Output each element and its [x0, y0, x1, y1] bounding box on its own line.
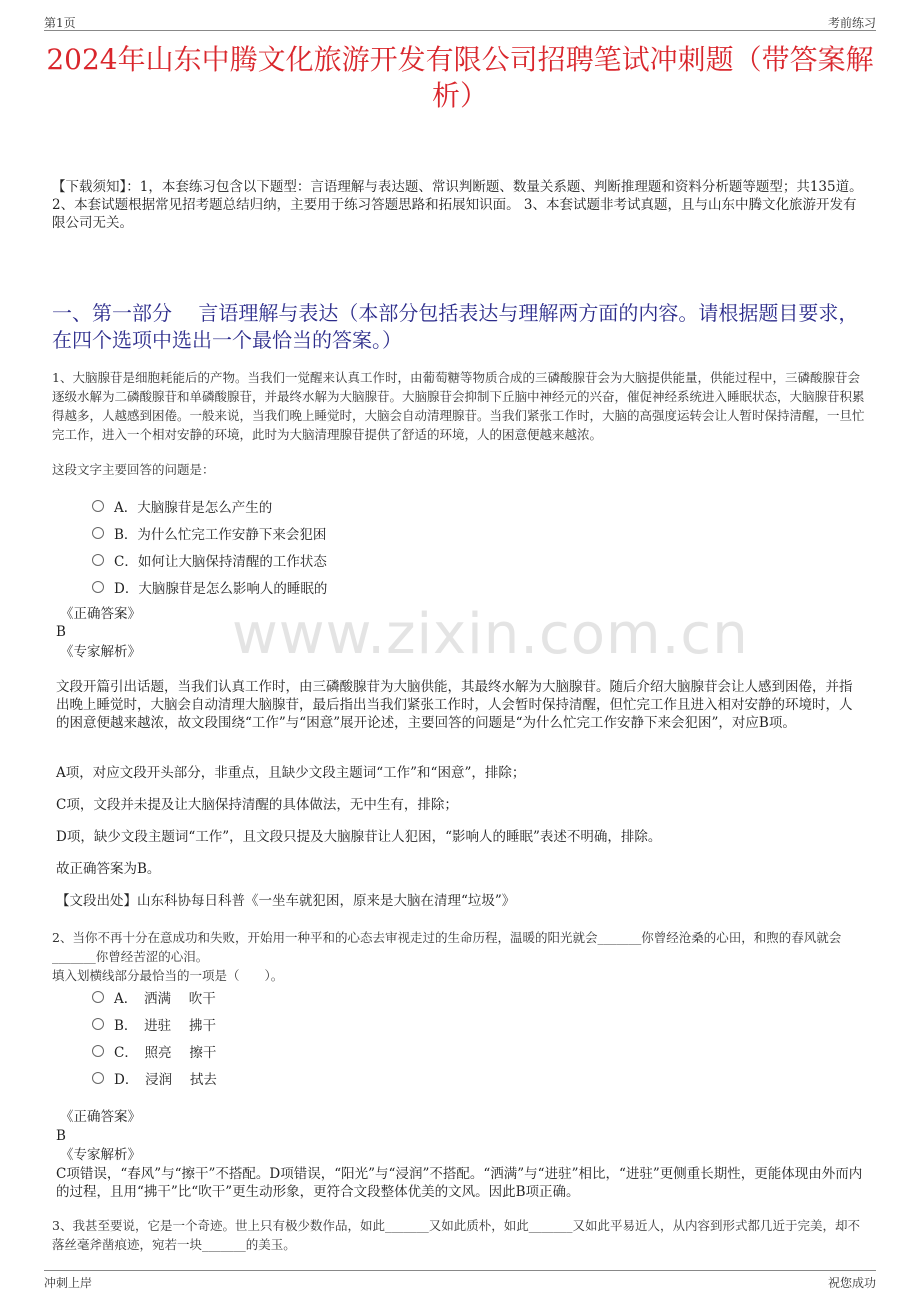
footer-right: 祝您成功 — [827, 1276, 876, 1290]
q2-answer-label: 《正确答案》 — [60, 1109, 141, 1125]
q2-options — [92, 983, 217, 1091]
radio-icon[interactable] — [92, 581, 104, 593]
page-footer — [44, 1270, 876, 1291]
q1-explanation: 文段开篇引出话题，当我们认真工作时，由三磷酸腺苷为大脑供能，其最终水解为大脑腺苷。随后介绍大脑腺苷会让人感到困倦，并指出晚上睡觉时，大脑会自动清理大脑腺苷，最后指出当我们紧张工作时，人会暂时保持清醒，但忙完工作且进入相对安静的环境时，人的困意便越来越浓，故文段围绕“工作”与“困意”展开论述，主要回答的问题是“为什么忙完工作安静下来会犯困”，对应B项。 — [56, 679, 853, 731]
option-label: C．如何让大脑保持清醒的工作状态 — [114, 553, 327, 570]
q1-answer-label: 《正确答案》 — [60, 606, 141, 622]
q1-explanation-c: C项，文段并未提及让大脑保持清醒的具体做法，无中生有，排除； — [56, 797, 458, 813]
q1-option-b[interactable] — [92, 519, 327, 546]
q3-stem: 3、我甚至要说，它是一个奇迹。世上只有极少数作品，如此_______又如此质朴，如此_______又如此平易近人，从内容到形式都几近于完美，却不落丝毫斧凿痕迹，宛若一块_______的美玉。 — [52, 1218, 860, 1252]
page-header — [44, 12, 876, 31]
q2-option-a[interactable] — [92, 983, 217, 1010]
radio-icon[interactable] — [92, 554, 104, 566]
q1-explanation-d: D项，缺少文段主题词“工作”，且文段只提及大脑腺苷让人犯困，“影响人的睡眠”表述不明确，排除。 — [56, 829, 662, 845]
q1-analysis-label: 《专家解析》 — [60, 644, 141, 660]
q2-analysis-label: 《专家解析》 — [60, 1147, 141, 1163]
option-label: A．大脑腺苷是怎么产生的 — [114, 499, 273, 516]
radio-icon[interactable] — [92, 1045, 104, 1057]
q1-stem: 1、大脑腺苷是细胞耗能后的产物。当我们一觉醒来认真工作时，由葡萄糖等物质合成的三磷酸腺苷会为大脑提供能量，供能过程中，三磷酸腺苷会逐级水解为二磷酸腺苷和单磷酸腺苷，并最终水解为大脑腺苷。大脑腺苷会抑制下丘脑中神经元的兴奋，催促神经系统进入睡眠状态，大脑腺苷积累得越多，人越感到困倦。一般来说，当我们晚上睡觉时，大脑会自动清理腺苷。当我们紧张工作时，大脑的高强度运转会让人暂时保持清醒，一旦忙完工作，进入一个相对安静的环境，此时为大脑清理腺苷提供了舒适的环境，人的困意便越来越浓。 — [52, 370, 865, 442]
option-label: C． 照亮 擦干 — [114, 1044, 217, 1061]
q1-option-a[interactable] — [92, 492, 327, 519]
option-label: D．大脑腺苷是怎么影响人的睡眠的 — [114, 580, 328, 597]
section-title: 一、第一部分 言语理解与表达（本部分包括表达与理解两方面的内容。请根据题目要求，在四个选项中选出一个最恰当的答案。） — [52, 301, 859, 352]
q2-option-b[interactable] — [92, 1010, 217, 1037]
q1-explanation-a: A项，对应文段开头部分，非重点，且缺少文段主题词“工作”和“困意”，排除； — [56, 765, 526, 781]
footer-left: 冲刺上岸 — [44, 1276, 93, 1290]
header-tag: 考前练习 — [827, 16, 876, 30]
q1-options — [92, 492, 327, 600]
q1-question: 这段文字主要回答的问题是： — [52, 462, 215, 477]
radio-icon[interactable] — [92, 1018, 104, 1030]
radio-icon[interactable] — [92, 1072, 104, 1084]
option-label: A． 洒满 吹干 — [114, 990, 216, 1007]
watermark: www.zixin.com.cn — [232, 602, 749, 667]
option-label: D． 浸润 拭去 — [114, 1071, 217, 1088]
q1-conclusion: 故正确答案为B。 — [56, 861, 161, 877]
download-notice: 【下载须知】：1，本套练习包含以下题型：言语理解与表达题、常识判断题、数量关系题、判断推理题和资料分析题等题型；共135道。 2、本套试题根据常见招考题总结归纳，主要用于练习答题思路和拓展知识面。 3、本套试题非考试真题，且与山东中腾文化旅游开发有限公司无关。 — [52, 179, 863, 231]
radio-icon[interactable] — [92, 500, 104, 512]
q2-explanation: C项错误，“春风”与“擦干”不搭配。D项错误，“阳光”与“浸润”不搭配。“洒满”与“进驻”相比，“进驻”更侧重长期性，更能体现由外而内的过程，且用“拂干”比“吹干”更生动形象，更符合文段整体优美的文风。因此B项正确。 — [56, 1166, 863, 1200]
radio-icon[interactable] — [92, 991, 104, 1003]
q2-option-c[interactable] — [92, 1037, 217, 1064]
q1-option-d[interactable] — [92, 573, 327, 600]
radio-icon[interactable] — [92, 527, 104, 539]
page-title: 2024年山东中腾文化旅游开发有限公司招聘笔试冲刺题（带答案解析） — [46, 43, 874, 112]
option-label: B．为什么忙完工作安静下来会犯困 — [114, 526, 327, 543]
page-number: 第1页 — [44, 16, 76, 30]
q2-stem: 2、当你不再十分在意成功和失败，开始用一种平和的心态去审视走过的生命历程，温暖的阳光就会_______你曾经沧桑的心田，和煦的春风就会_______你曾经苦涩的心泪。 — [52, 930, 842, 964]
q1-answer: B — [56, 624, 66, 640]
q2-option-d[interactable] — [92, 1064, 217, 1091]
option-label: B． 进驻 拂干 — [114, 1017, 216, 1034]
q2-answer: B — [56, 1128, 66, 1144]
q1-source: 【文段出处】山东科协每日科普《一坐车就犯困，原来是大脑在清理“垃圾”》 — [56, 893, 516, 909]
q1-option-c[interactable] — [92, 546, 327, 573]
q2-question: 填入划横线部分最恰当的一项是（ ）。 — [52, 968, 284, 983]
